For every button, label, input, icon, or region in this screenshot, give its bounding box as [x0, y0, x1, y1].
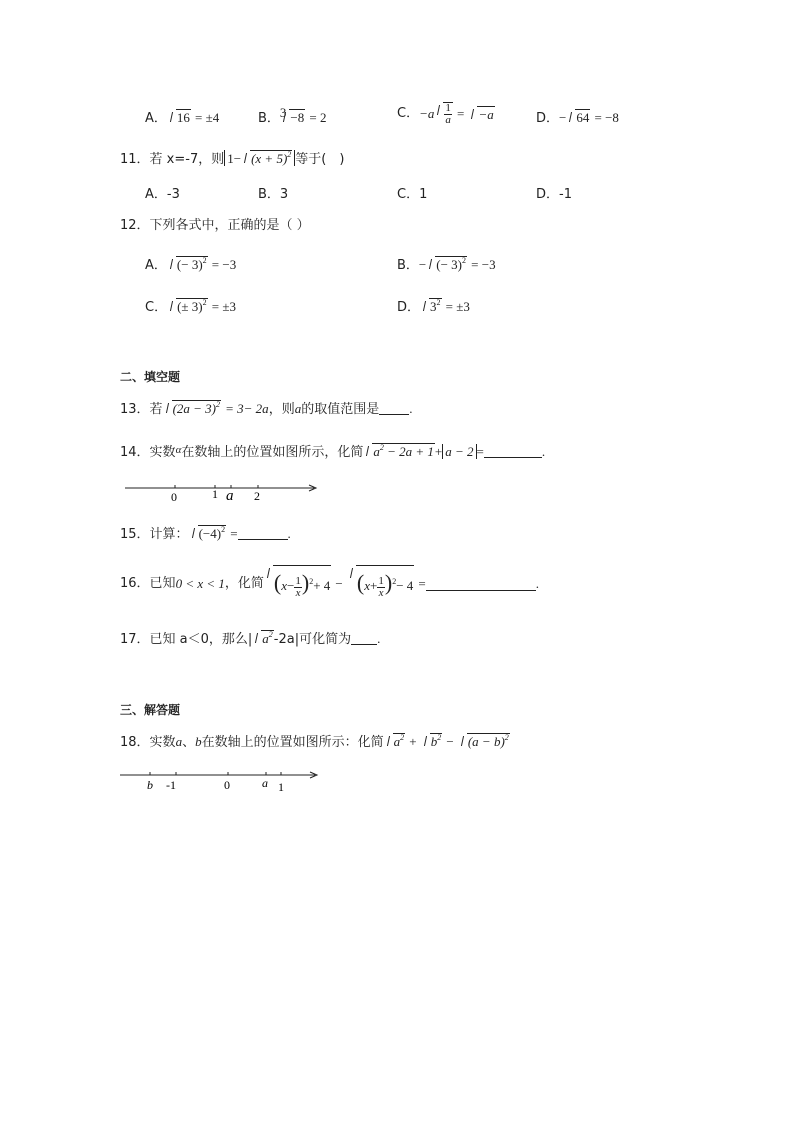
- question-17: 17．已知 a＜0，那么| $a^2-2a|$可化简为 .: [120, 630, 381, 647]
- answer-blank-16[interactable]: [426, 578, 536, 591]
- q11-option-c: C．1: [397, 187, 428, 202]
- axis-label-a: a: [262, 776, 268, 790]
- question-11: 11．若 x=-7，则 $1- (x + 5)^2$ 等于( ): [120, 150, 345, 167]
- q10-option-d: D．− 64 = −8: [536, 110, 619, 126]
- axis-label-0: 0: [224, 778, 230, 792]
- axis-label-1: 1: [212, 487, 218, 501]
- q12-option-b: B．− (− 3)$^2$ = −3: [397, 256, 496, 273]
- q12-option-a: A． (− 3)$^2$ = −3: [145, 256, 237, 273]
- question-14: 14．实数$^\alpha$在数轴上的位置如图所示，化简 $a^2 - 2a + 1+ a - 2$ = .: [120, 443, 546, 460]
- answer-blank-15[interactable]: [238, 527, 288, 540]
- axis-label-0: 0: [171, 490, 177, 504]
- number-line-q18: [118, 766, 324, 796]
- q12-option-c: C． (± 3)$^2$ = ±3: [145, 298, 236, 315]
- q10-option-c: C．−a $\frac{1}{a}$ = −a: [397, 102, 494, 126]
- question-12: 12．下列各式中，正确的是（ ）: [120, 218, 310, 233]
- question-16: 16．已知0 < x < 1，化简 (x− $\frac{1}{x}$ )$^2$+ 4 − (x+ $\frac{1}{x}$ )$^2$− 4 = .: [120, 565, 539, 609]
- q11-option-d: D．-1: [536, 187, 572, 202]
- q10-option-b: B．$^3$ −8 = 2: [258, 105, 327, 126]
- section-title-fill-in: 二、填空题: [120, 370, 181, 384]
- number-line-q14: [120, 478, 324, 508]
- q11-option-a: A．-3: [145, 187, 180, 202]
- axis-label-b: b: [147, 778, 153, 792]
- q10-option-a: A． 16 = ±4: [145, 110, 220, 126]
- q12-option-d: D． $3^2 = \pm 3$: [397, 298, 470, 315]
- axis-label-2: 2: [254, 489, 260, 503]
- axis-label-neg1: -1: [166, 778, 176, 792]
- axis-label-a: a: [226, 488, 234, 504]
- answer-blank-17[interactable]: [351, 632, 377, 645]
- section-title-answer: 三、解答题: [120, 703, 181, 717]
- answer-blank-14[interactable]: [484, 445, 542, 458]
- question-18: 18．实数a、b在数轴上的位置如图所示：化简 $a^2 + b^2 - (a - b)^2$: [120, 733, 509, 750]
- q11-option-b: B．3: [258, 187, 289, 202]
- question-15: 15．计算： $(-4)^2$ = .: [120, 525, 291, 542]
- answer-blank-13[interactable]: [379, 402, 409, 415]
- axis-label-1: 1: [278, 780, 284, 794]
- question-13: 13．若 $(2a - 3)^2 = 3- 2a$，则a的取值范围是 .: [120, 400, 413, 417]
